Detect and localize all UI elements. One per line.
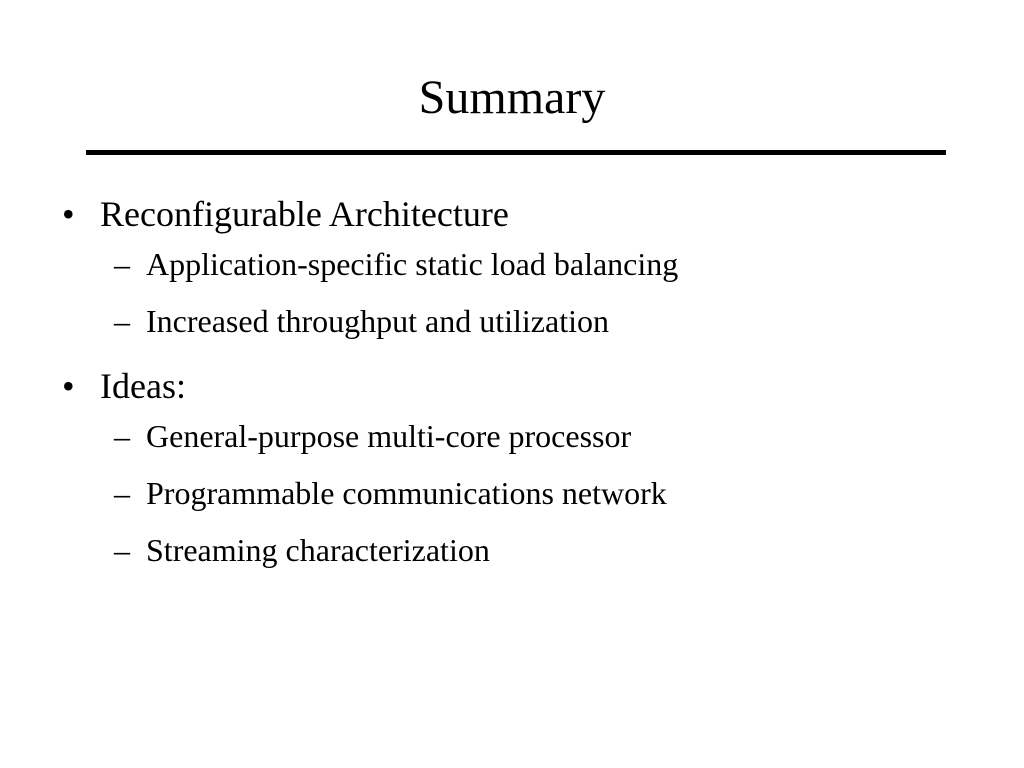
bullet-list [62,190,962,587]
bullet-icon: • [62,194,75,234]
bullet-label: Ideas: [100,366,186,406]
bullet-item-reconfigurable-architecture [62,190,962,238]
dash-icon: – [114,532,130,568]
sub-item-programmable-network [62,473,962,513]
sub-item-general-purpose [62,416,962,456]
slide-title: Summary [418,71,606,124]
sub-item-label: Increased throughput and utilization [146,303,609,339]
sub-item-application-specific [62,244,962,284]
sub-item-label: Streaming characterization [146,532,490,568]
sub-item-label: General-purpose multi-core processor [146,418,632,454]
sub-item-label: Programmable communications network [146,475,667,511]
dash-icon: – [114,418,130,454]
dash-icon: – [114,475,130,511]
bullet-item-ideas [62,362,962,410]
bullet-icon: • [62,366,75,406]
dash-icon: – [114,303,130,339]
bullet-label: Reconfigurable Architecture [100,194,509,234]
sub-item-throughput [62,301,962,341]
dash-icon: – [114,246,130,282]
sub-item-label: Application-specific static load balancing [146,246,679,282]
sub-item-streaming [62,530,962,570]
title-divider [86,150,946,155]
